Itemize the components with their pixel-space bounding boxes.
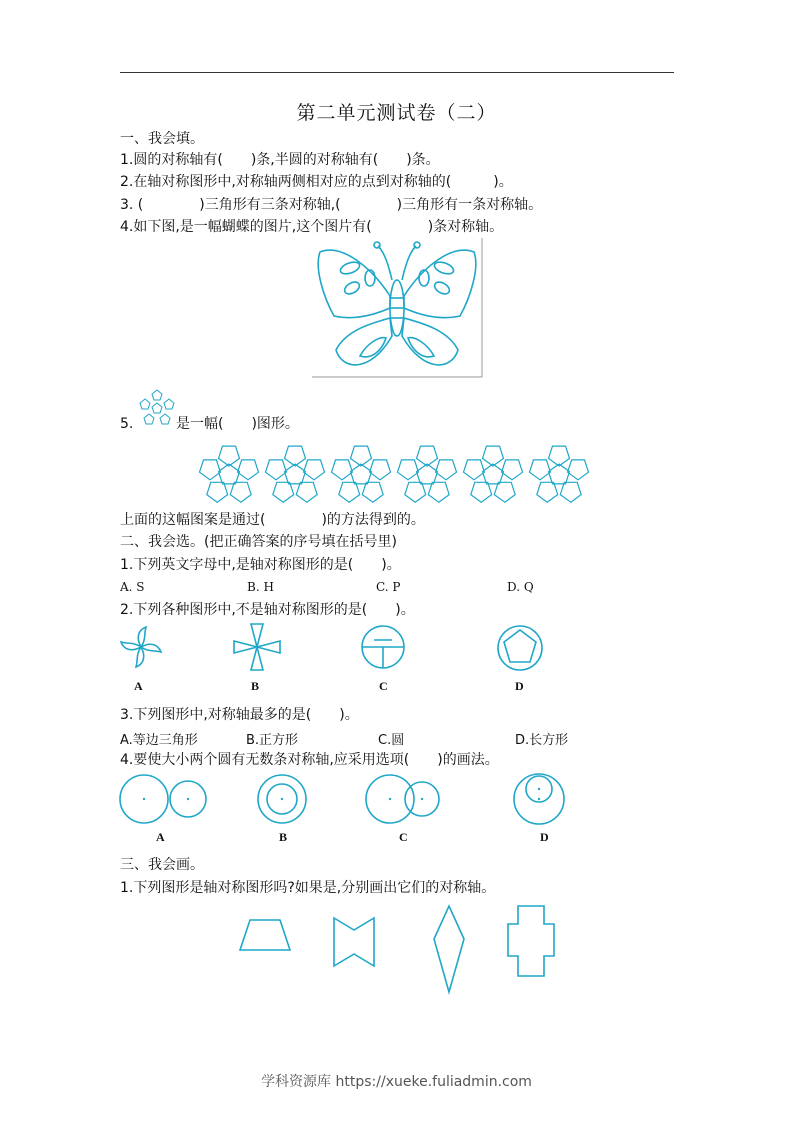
circles-option-c xyxy=(364,774,444,826)
trapezoid-figure xyxy=(238,918,292,952)
s1-question-3: 3. ( )三角形有三条对称轴,( )三角形有一条对称轴。 xyxy=(120,197,543,213)
s2-q2-label-b: B xyxy=(251,679,260,693)
butterfly-figure xyxy=(312,238,484,378)
pentagon-in-circle-figure xyxy=(496,624,544,672)
pentagon-cluster xyxy=(266,446,325,502)
kite-figure xyxy=(432,904,466,994)
s1-question-5-number: 5. xyxy=(120,416,134,432)
pentagon-cluster xyxy=(464,446,523,502)
s2-question-4: 4.要使大小两个圆有无数条对称轴,应采用选项( )的画法。 xyxy=(120,752,499,768)
s2-question-2: 2.下列各种图形中,不是轴对称图形的是( )。 xyxy=(120,602,415,618)
s2-q3-option-b: B.正方形 xyxy=(246,733,299,748)
s1-question-2: 2.在轴对称图形中,对称轴两侧相对应的点到对称轴的( )。 xyxy=(120,174,513,190)
s2-q4-label-d: D xyxy=(540,830,549,844)
pinwheel-figure xyxy=(118,624,164,670)
s2-q3-option-c: C.圆 xyxy=(378,733,405,748)
s1-question-5-after: 上面的这幅图案是通过( )的方法得到的。 xyxy=(120,512,425,528)
pentagon-cluster xyxy=(530,446,589,502)
s2-q1-option-a: A. S xyxy=(120,580,145,594)
pentagon-cluster xyxy=(398,446,457,502)
s2-q1-option-b: B. H xyxy=(247,580,274,594)
s2-question-3: 3.下列图形中,对称轴最多的是( )。 xyxy=(120,707,359,723)
s2-q4-label-b: B xyxy=(279,830,288,844)
page-title: 第二单元测试卷（二） xyxy=(296,102,497,124)
header-rule xyxy=(120,72,674,73)
s1-question-4: 4.如下图,是一幅蝴蝶的图片,这个图片有( )条对称轴。 xyxy=(120,219,504,235)
s2-q1-option-d: D. Q xyxy=(507,580,534,594)
s2-q4-label-a: A xyxy=(156,830,165,844)
circles-option-d xyxy=(512,772,566,826)
s2-q2-label-d: D xyxy=(515,679,524,693)
s2-q1-option-c: C. P xyxy=(376,580,401,594)
s1-question-5-text: 是一幅( )图形。 xyxy=(176,416,299,432)
bowtie-cross-figure xyxy=(232,622,282,672)
pentagon-cluster xyxy=(200,446,259,502)
bowtie-shape-figure xyxy=(332,916,376,968)
pentagon-cluster xyxy=(332,446,391,502)
s2-q3-option-a: A.等边三角形 xyxy=(120,733,198,748)
footer-source: 学科资源库 https://xueke.fuliadmin.com xyxy=(261,1074,532,1090)
s2-q2-label-c: C xyxy=(379,679,388,693)
cross-shape-figure xyxy=(506,904,556,978)
section2-heading: 二、我会选。(把正确答案的序号填在括号里) xyxy=(120,534,397,550)
s2-q4-label-c: C xyxy=(399,830,408,844)
circle-with-bars-figure xyxy=(360,624,406,670)
circles-option-b xyxy=(256,774,308,826)
section1-heading: 一、我会填。 xyxy=(120,131,204,147)
pentagon-cluster-icon xyxy=(138,388,176,428)
pentagon-pattern-row xyxy=(195,442,597,508)
s1-question-1: 1.圆的对称轴有( )条,半圆的对称轴有( )条。 xyxy=(120,152,440,168)
circles-option-a xyxy=(118,774,210,826)
s2-q2-label-a: A xyxy=(134,679,143,693)
s3-question-1: 1.下列图形是轴对称图形吗?如果是,分别画出它们的对称轴。 xyxy=(120,880,496,896)
section3-heading: 三、我会画。 xyxy=(120,857,204,873)
s2-q3-option-d: D.长方形 xyxy=(515,733,569,748)
s2-question-1: 1.下列英文字母中,是轴对称图形的是( )。 xyxy=(120,557,401,573)
